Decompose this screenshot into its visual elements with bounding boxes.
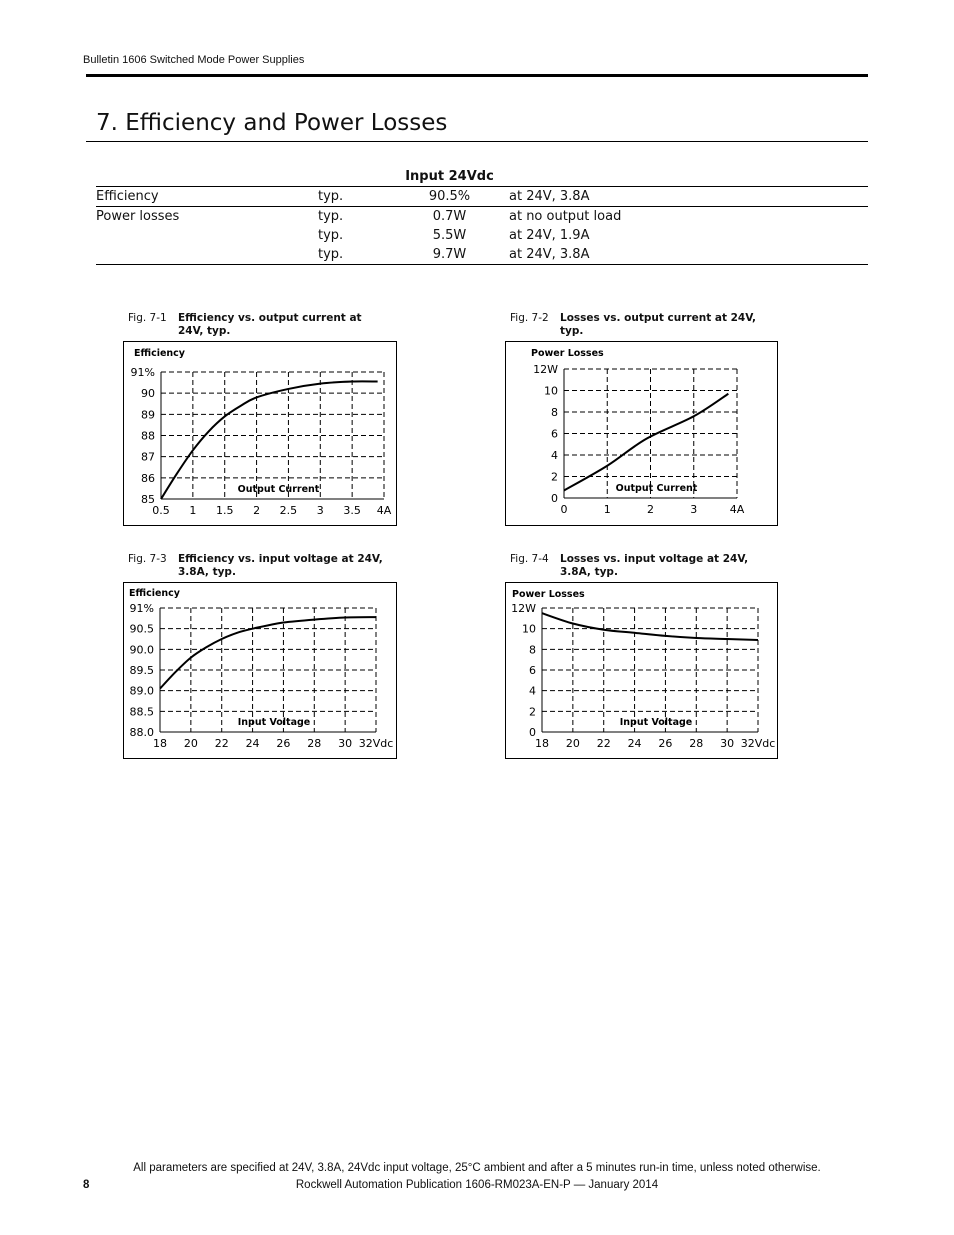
param-qualifier: typ.	[318, 187, 390, 207]
footer-note: All parameters are specified at 24V, 3.8A, 24Vdc input voltage, 25°C ambient and after a 5 minutes run-in time, unless noted otherwise.	[133, 1162, 821, 1174]
chart-title: Power Losses	[531, 348, 604, 359]
column-header: Input 24Vdc	[405, 168, 494, 184]
param-qualifier: typ.	[318, 207, 390, 227]
x-tick-label: 3.5	[343, 504, 361, 517]
header-rule	[86, 74, 868, 77]
y-tick-label: 2	[529, 705, 536, 719]
section-rule	[86, 141, 868, 142]
running-header: Bulletin 1606 Switched Mode Power Supplies	[83, 54, 305, 66]
table-row	[96, 207, 868, 227]
series-line	[542, 613, 758, 640]
y-tick-label: 8	[529, 643, 536, 657]
y-tick-label: 89.0	[129, 684, 154, 698]
x-axis-label: Input Voltage	[237, 717, 311, 728]
losses-vs-voltage-chart	[505, 582, 778, 759]
figure-title: Losses vs. output current at 24V, typ.	[560, 312, 757, 337]
y-tick-label: 6	[529, 664, 536, 677]
y-tick-label: 0	[529, 726, 536, 739]
x-tick-label: 22	[596, 737, 611, 750]
y-tick-label: 91%	[130, 366, 155, 379]
series-line	[160, 617, 376, 689]
footer-publication: Rockwell Automation Publication 1606-RM023A-EN-P — January 2014	[295, 1179, 659, 1191]
chart-title: Efficiency	[129, 588, 181, 599]
x-tick-label: 4A	[729, 503, 745, 516]
series-line	[161, 381, 378, 499]
y-tick-label: 10	[544, 384, 558, 398]
efficiency-vs-voltage-chart	[123, 582, 397, 759]
figure-title: Losses vs. input voltage at 24V, 3.8A, typ.	[560, 553, 749, 578]
y-tick-label: 90.5	[129, 622, 154, 636]
y-tick-label: 88.5	[129, 705, 154, 719]
param-value: 0.7W	[390, 207, 509, 227]
y-tick-label: 91%	[129, 602, 154, 615]
chart-title: Power Losses	[512, 589, 585, 600]
figure-number: Fig. 7-3	[128, 553, 167, 565]
x-tick-label: 18	[535, 737, 549, 750]
chart-frame	[124, 342, 397, 526]
x-tick-label: 28	[307, 737, 322, 750]
param-name	[96, 226, 318, 245]
y-tick-label: 4	[551, 449, 558, 462]
table-row	[96, 187, 868, 207]
y-tick-label: 10	[522, 622, 536, 636]
y-tick-label: 12W	[511, 602, 536, 615]
chart-title: Efficiency	[134, 348, 186, 359]
table-row	[96, 245, 868, 265]
y-tick-label: 89.5	[129, 664, 154, 677]
x-tick-label: 22	[214, 737, 229, 750]
x-tick-label: 26	[276, 737, 291, 750]
param-condition: at 24V, 1.9A	[509, 228, 590, 243]
figure-number: Fig. 7-1	[128, 312, 167, 324]
y-tick-label: 2	[551, 470, 558, 484]
x-tick-label: 32Vdc	[740, 737, 776, 750]
x-tick-label: 20	[565, 737, 580, 750]
param-condition: at no output load	[509, 207, 868, 227]
spec-table-header	[96, 166, 868, 187]
x-tick-label: 26	[658, 737, 673, 750]
y-tick-label: 12W	[533, 363, 558, 376]
x-tick-label: 2	[253, 504, 261, 517]
param-value: 9.7W	[390, 245, 509, 265]
param-qualifier: typ.	[318, 228, 344, 243]
figure-title: Efficiency vs. output current at 24V, typ.	[178, 312, 362, 337]
y-tick-label: 89	[141, 408, 155, 422]
x-tick-label: 18	[153, 737, 167, 750]
y-tick-label: 87	[141, 450, 155, 464]
param-name	[96, 245, 318, 265]
x-tick-label: 2	[647, 503, 654, 516]
x-tick-label: 1	[189, 504, 197, 517]
x-tick-label: 3	[316, 504, 324, 517]
losses-vs-current-chart	[505, 341, 778, 526]
x-tick-label: 3	[690, 503, 698, 516]
param-name: Efficiency	[96, 187, 318, 207]
y-tick-label: 90.0	[129, 643, 154, 657]
spec-table	[96, 166, 868, 265]
x-tick-label: 1	[603, 503, 611, 516]
param-value: 5.5W	[432, 228, 467, 243]
param-qualifier: typ.	[318, 245, 390, 265]
section-title: 7. Efficiency and Power Losses	[96, 110, 448, 136]
x-tick-label: 30	[720, 737, 735, 750]
efficiency-vs-current-chart	[123, 341, 397, 526]
param-condition: at 24V, 3.8A	[509, 245, 868, 265]
y-tick-label: 85	[141, 493, 155, 506]
x-tick-label: 1.5	[215, 504, 234, 517]
x-tick-label: 24	[627, 737, 642, 750]
x-tick-label: 2.5	[279, 504, 298, 517]
x-tick-label: 20	[183, 737, 198, 750]
x-tick-label: 0.5	[152, 504, 170, 517]
series-line	[564, 394, 728, 491]
x-axis-label: Output Current	[615, 483, 698, 494]
figure-number: Fig. 7-4	[510, 553, 549, 565]
y-tick-label: 88	[141, 429, 155, 443]
y-tick-label: 86	[141, 471, 155, 485]
figure-title: Efficiency vs. input voltage at 24V, 3.8A, typ.	[178, 553, 383, 578]
x-tick-label: 4A	[376, 504, 392, 517]
param-condition: at 24V, 3.8A	[509, 187, 868, 207]
y-tick-label: 6	[551, 427, 558, 441]
page-number: 8	[83, 1179, 90, 1191]
param-name: Power losses	[96, 207, 318, 227]
x-tick-label: 0	[560, 503, 568, 516]
y-tick-label: 90	[141, 387, 155, 401]
x-axis-label: Output Current	[237, 484, 320, 495]
y-tick-label: 8	[551, 406, 558, 419]
x-tick-label: 30	[338, 737, 353, 750]
x-tick-label: 24	[245, 737, 260, 750]
param-value: 90.5%	[390, 187, 509, 207]
figure-number: Fig. 7-2	[510, 312, 549, 324]
x-tick-label: 28	[689, 737, 704, 750]
y-tick-label: 4	[529, 684, 536, 698]
x-axis-label: Input Voltage	[619, 717, 693, 728]
table-row	[96, 226, 868, 245]
y-tick-label: 0	[551, 492, 558, 505]
y-tick-label: 88.0	[129, 726, 154, 739]
x-tick-label: 32Vdc	[358, 737, 394, 750]
